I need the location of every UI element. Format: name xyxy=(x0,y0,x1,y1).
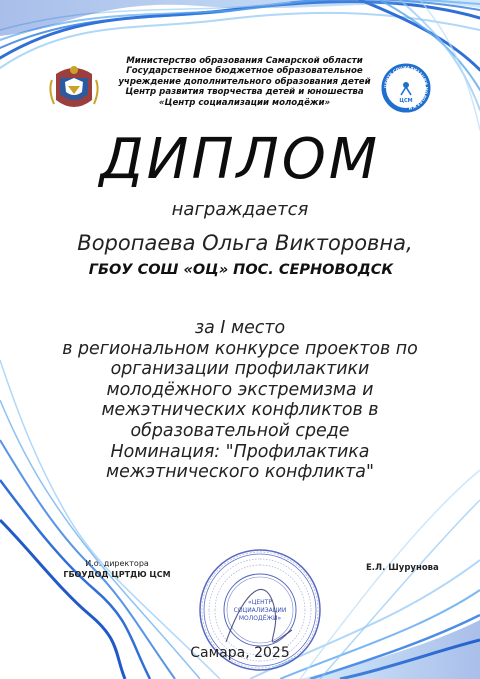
stamp-line: «ЦЕНТР xyxy=(248,599,272,606)
logo-ring-text: ЦЕНТР СОЦИАЛИЗАЦИИ МОЛОДЕЖИ xyxy=(382,64,430,111)
award-description xyxy=(20,318,460,483)
logo-center-text: ЦСМ xyxy=(399,98,413,104)
header-line: Министерство образования Самарской области xyxy=(126,56,363,66)
description-line: молодёжного экстремизма и xyxy=(106,379,374,400)
recipient-name: Воропаева Ольга Викторовна, xyxy=(77,231,413,255)
header-line: учреждение дополнительного образования детей xyxy=(118,76,371,87)
signatory-title: И.о. директора xyxy=(85,559,149,568)
csm-logo-icon xyxy=(381,63,431,113)
header-line: Государственное бюджетное образовательное xyxy=(126,66,363,77)
signatory-position xyxy=(56,558,178,580)
description-line: за I место xyxy=(194,318,286,338)
header-line: Центр развития творчества детей и юношества xyxy=(125,87,364,98)
recipient-school: ГБОУ СОШ «ОЦ» ПОС. СЕРНОВОДСК xyxy=(88,262,394,278)
signatory-organization: ГБОУДОД ЦРТДЮ ЦСМ xyxy=(63,570,171,579)
signatory-name: Е.Л. Шурунова xyxy=(366,563,439,573)
description-line: межэтнического конфликта" xyxy=(106,462,374,483)
description-line: организации профилактики xyxy=(110,359,370,380)
header-line: «Центр социализации молодёжи» xyxy=(158,97,331,108)
city-year: Самара, 2025 xyxy=(190,645,290,661)
awarded-label: награждается xyxy=(171,199,309,220)
description-line: межэтнических конфликтов в xyxy=(101,400,379,421)
diploma-title: ДИПЛОМ xyxy=(99,127,381,192)
stamp-line: СОЦИАЛИЗАЦИИ xyxy=(233,607,287,614)
coat-of-arms-icon xyxy=(46,60,102,116)
stamp-line: МОЛОДЁЖИ» xyxy=(238,615,282,622)
description-line: Номинация: "Профилактика xyxy=(110,441,370,462)
issuer-header xyxy=(112,56,377,108)
description-line: в региональном конкурсе проектов по xyxy=(62,338,418,359)
description-line: образовательной среде xyxy=(130,420,350,441)
